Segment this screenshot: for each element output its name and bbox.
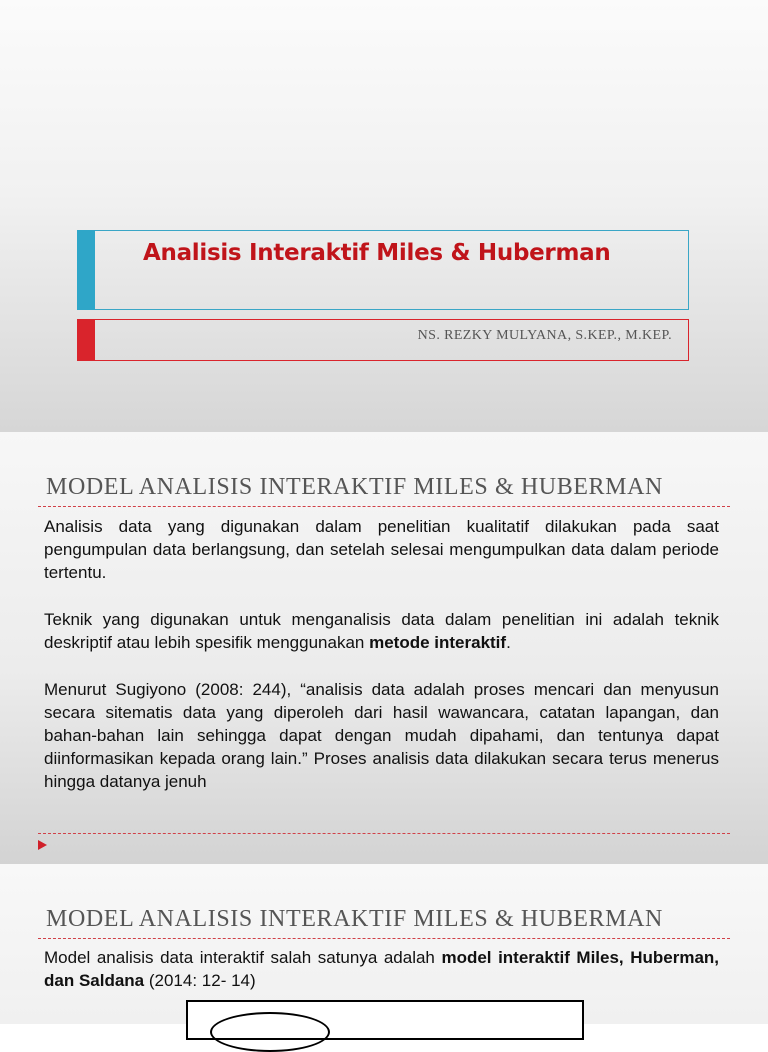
slide-heading-2: MODEL ANALISIS INTERAKTIF MILES & HUBERMAN	[46, 906, 663, 932]
bullet-triangle-icon	[38, 840, 47, 850]
paragraph-model: Model analisis data interaktif salah satunya adalah model interaktif Miles, Huberman, dan Saldana (2014: 12- 14)	[44, 948, 720, 990]
paragraph-1: Analisis data yang digunakan dalam penelitian kualitatif dilakukan pada saat pengumpulan data berlangsung, dan setelah selesai mengumpulkan data dalam periode tertentu.	[44, 517, 719, 582]
author-accent-bar	[77, 319, 95, 361]
paragraph-2: Teknik yang digunakan untuk menganalisis data dalam penelitian ini adalah teknik deskriptif atau lebih spesifik menggunakan metode interaktif.	[44, 610, 719, 652]
bold-term: metode interaktif	[369, 633, 507, 652]
presentation-title: Analisis Interaktif Miles & Huberman	[143, 240, 611, 266]
author-name: NS. REZKY MULYANA, S.KEP., M.KEP.	[417, 328, 672, 343]
paragraph-3: Menurut Sugiyono (2008: 244), “analisis data adalah proses mencari dan menyusun secara sitematis data yang diperoleh dari hasil wawancara, catatan lapangan, dan bahan-bahan lain sehingga dapat dengan mudah dipahami, dan tentunya dapat diinformasikan kepada orang lain.” Proses analisis data dilakukan secara terus menerus hingga datanya jenuh	[44, 680, 719, 791]
slide-heading: MODEL ANALISIS INTERAKTIF MILES & HUBERMAN	[46, 474, 663, 500]
title-accent-bar	[77, 230, 95, 310]
diagram-ellipse-shape	[210, 1012, 330, 1052]
heading-divider	[38, 506, 730, 507]
footer-divider	[38, 833, 730, 834]
heading-divider-2	[38, 938, 730, 939]
slide-body	[44, 515, 719, 817]
bold-model: model interaktif Miles, Huberman, dan Saldana	[44, 948, 720, 990]
title-slide	[0, 0, 768, 432]
